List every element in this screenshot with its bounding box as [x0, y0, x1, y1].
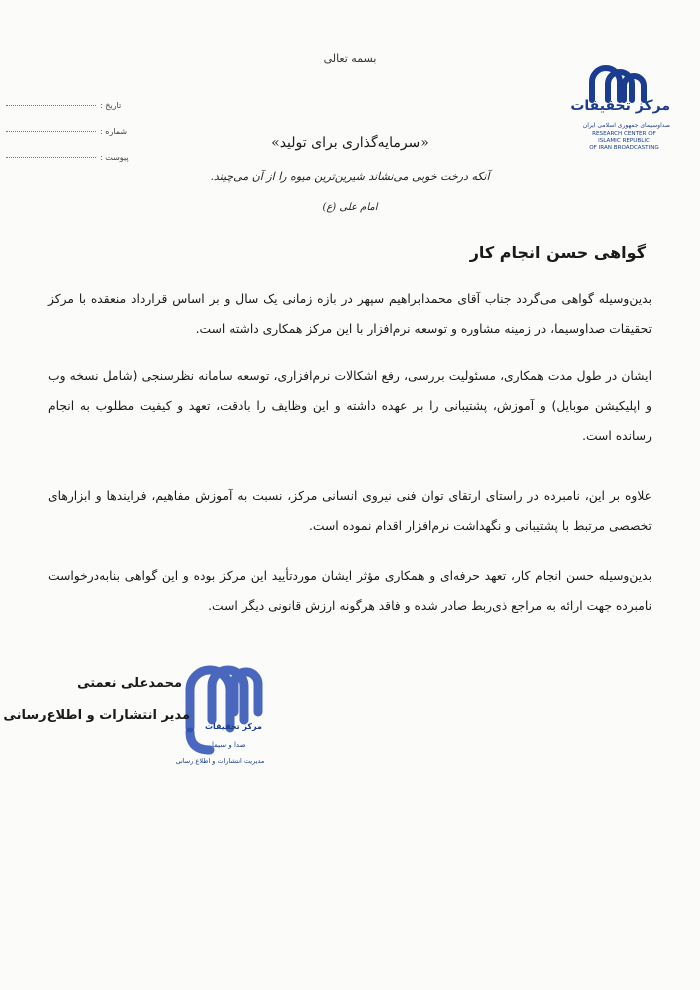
- org-name-fa: مرکز تحقیقات: [570, 98, 670, 114]
- org-subtitle-fa: صداوسیمای جمهوری اسلامی ایران: [582, 122, 670, 129]
- paragraph-3: علاوه بر این، نامبرده در راستای ارتقای توان فنی نیروی انسانی مرکز، نسبت به آموزش مفاهیم، فرایندها و ابزارهای تخصصی مرتبط با پشتیبانی و نگهداشت نرم‌افزار اقدام نموده است.: [48, 489, 652, 533]
- stamp-text-2: صدا و سیما: [212, 741, 246, 749]
- paragraph-2: ایشان در طول مدت همکاری، مسئولیت بررسی، رفع اشکالات نرم‌افزاری، توسعه سامانه نظرسنجی (شامل نسخه وب و اپلیکیشن موبایل) و آموزش، پشتیبانی را بر عهده داشته و این وظایف را بادقت، تعهد و کیفیت مطلوب به انجام رسانده است.: [48, 369, 652, 443]
- attachment-field: : پیوست: [6, 153, 129, 162]
- quote-text: آنکه درخت خوبی می‌نشاند شیرین‌ترین میوه را از آن می‌چیند.: [210, 170, 490, 183]
- bismillah: بسمه تعالی: [323, 52, 377, 65]
- signer-role: مدیر انتشارات و اطلاع‌رسانی: [3, 708, 190, 723]
- slogan: «سرمایه‌گذاری برای تولید»: [271, 135, 429, 151]
- stamp-text-3: مدیریت انتشارات و اطلاع رسانی: [175, 757, 265, 765]
- paragraph-1: بدین‌وسیله گواهی می‌گردد جناب آقای محمدابراهیم سپهر در بازه زمانی یک سال و بر اساس قرارداد منعقده با مرکز تحقیقات صداوسیما، در زمینه مشاوره و توسعه نرم‌افزار با این مرکز همکاری داشته است.: [48, 292, 652, 336]
- date-field: : تاریخ: [6, 101, 121, 110]
- signer-name: محمدعلی نعمتی: [77, 676, 182, 691]
- stamp-text-1: مرکز تحقیقات: [205, 722, 262, 731]
- org-name-en: RESEARCH CENTER OF ISLAMIC REPUBLIC OF IRAN BROADCASTING: [589, 131, 659, 151]
- letter-title: گواهی حسن انجام کار: [469, 243, 646, 262]
- quote-source: امام علی (ع): [322, 202, 378, 213]
- paragraph-4: بدین‌وسیله حسن انجام کار، تعهد حرفه‌ای و همکاری مؤثر ایشان موردتأیید این مرکز بوده و این گواهی بنابه‌درخواست نامبرده جهت ارائه به مراجع ذی‌ربط صادر شده و فاقد هرگونه ارزش قانونی دیگر است.: [48, 569, 652, 613]
- number-field: : شماره: [6, 127, 127, 136]
